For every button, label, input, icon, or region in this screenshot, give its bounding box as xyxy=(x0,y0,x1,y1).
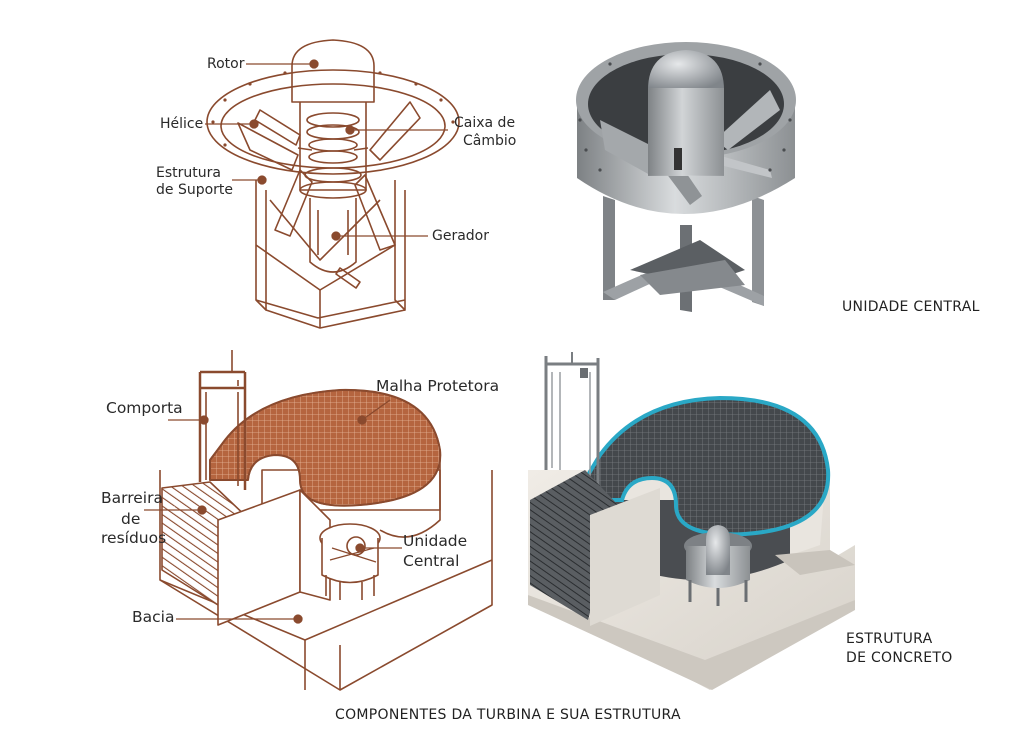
label-bacia: Bacia xyxy=(132,608,175,626)
caption-main: COMPONENTES DA TURBINA E SUA ESTRUTURA xyxy=(335,707,681,723)
caption-estrutura-line1: ESTRUTURA xyxy=(846,631,933,647)
label-estrutura-line1: Estrutura xyxy=(156,165,221,181)
caption-unidade-central: UNIDADE CENTRAL xyxy=(842,299,980,315)
label-rotor: Rotor xyxy=(207,56,245,72)
label-unidade-line2: Central xyxy=(403,552,460,570)
label-caixa-line2: Câmbio xyxy=(463,133,517,149)
label-gerador: Gerador xyxy=(432,228,490,244)
label-barreira-line3: resíduos xyxy=(101,529,167,547)
label-malha-protetora: Malha Protetora xyxy=(376,377,500,395)
label-barreira-line1: Barreira xyxy=(101,489,163,507)
label-unidade-line1: Unidade xyxy=(403,532,468,550)
label-helice: Hélice xyxy=(160,116,204,132)
central-unit-render xyxy=(576,42,796,312)
central-unit-line-drawing xyxy=(207,40,459,328)
label-barreira-line2: de xyxy=(121,510,141,528)
label-comporta: Comporta xyxy=(106,399,183,417)
label-caixa-line1: Caixa de xyxy=(454,115,516,131)
structure-render xyxy=(528,352,855,690)
caption-estrutura-line2: DE CONCRETO xyxy=(846,650,953,666)
structure-line-drawing xyxy=(160,350,492,690)
label-estrutura-line2: de Suporte xyxy=(156,182,234,198)
